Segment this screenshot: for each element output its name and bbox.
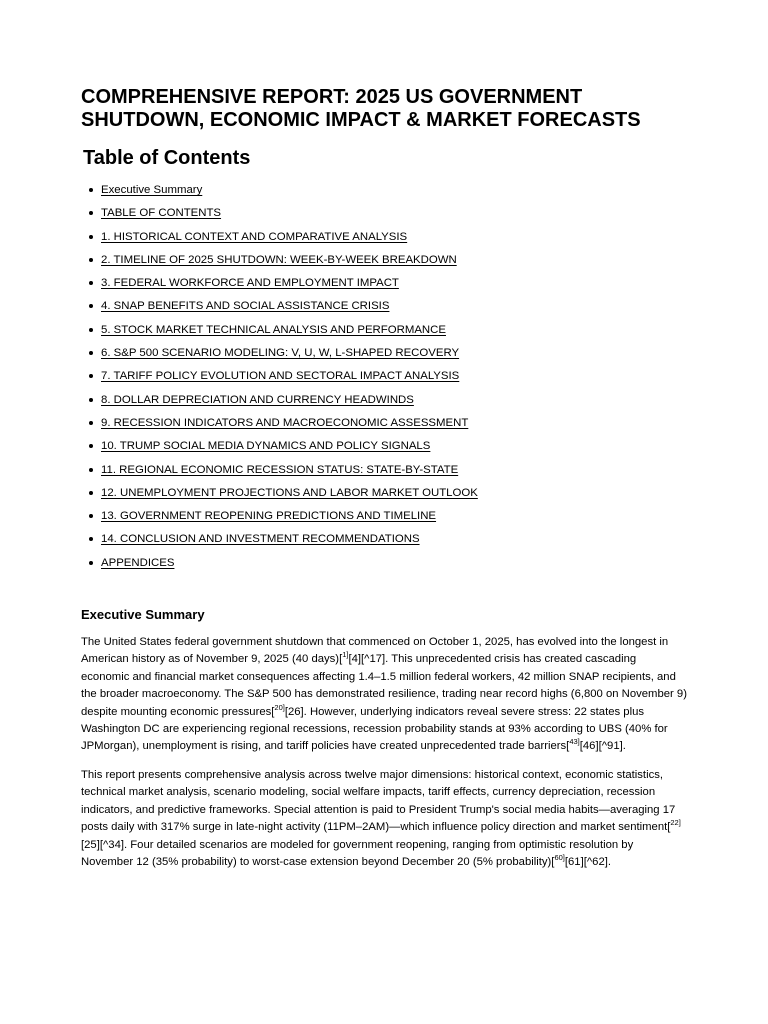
toc-item [81, 229, 687, 252]
bullet-icon [89, 491, 93, 495]
bullet-icon [89, 281, 93, 285]
toc-link-section-14[interactable]: 14. CONCLUSION AND INVESTMENT RECOMMENDATIONS [101, 533, 420, 546]
paragraph-text: [46][^91]. [579, 740, 626, 753]
bullet-icon [89, 188, 93, 192]
toc-item [81, 182, 687, 205]
toc-item [81, 298, 687, 321]
toc-item [81, 462, 687, 485]
paragraph-text: [61][^62]. [564, 855, 612, 868]
toc-link-executive-summary[interactable]: Executive Summary [101, 184, 203, 196]
toc-link-section-13[interactable]: 13. GOVERNMENT REOPENING PREDICTIONS AND TIMELINE [101, 510, 437, 523]
toc-item [81, 252, 687, 275]
citation-superscript: 22] [670, 818, 681, 828]
toc-link-section-11[interactable]: 11. REGIONAL ECONOMIC RECESSION STATUS: STATE-BY-STATE [101, 463, 459, 476]
executive-summary-paragraph-2 [81, 767, 687, 871]
toc-link-appendices[interactable]: APPENDICES [101, 556, 175, 569]
toc-heading: Table of Contents [83, 147, 251, 169]
toc-link-section-12[interactable]: 12. UNEMPLOYMENT PROJECTIONS AND LABOR MARKET OUTLOOK [101, 486, 478, 499]
bullet-icon [89, 514, 93, 518]
toc-item [81, 531, 687, 554]
document-title: COMPREHENSIVE REPORT: 2025 US GOVERNMENT SHUTDOWN, ECONOMIC IMPACT & MARKET FORECASTS [81, 86, 641, 131]
toc-item [81, 322, 687, 345]
citation-superscript: 43] [569, 737, 580, 747]
toc-link-section-6[interactable]: 6. S&P 500 SCENARIO MODELING: V, U, W, L-SHAPED RECOVERY [101, 347, 460, 360]
table-of-contents [81, 182, 687, 578]
executive-summary-paragraph-1 [81, 634, 687, 756]
paragraph-text: The United States federal government shutdown that commenced on October 1, 2025, has evolved into the longest in American history as of November 9, 2025 (40 days)[ [81, 636, 669, 666]
bullet-icon [89, 537, 93, 541]
toc-item [81, 555, 687, 578]
toc-link-section-3[interactable]: 3. FEDERAL WORKFORCE AND EMPLOYMENT IMPACT [101, 277, 399, 290]
bullet-icon [89, 235, 93, 239]
toc-item [81, 415, 687, 438]
toc-item [81, 275, 687, 298]
bullet-icon [89, 304, 93, 308]
bullet-icon [89, 468, 93, 472]
toc-link-section-1[interactable]: 1. HISTORICAL CONTEXT AND COMPARATIVE ANALYSIS [101, 230, 408, 243]
bullet-icon [89, 444, 93, 448]
toc-item [81, 205, 687, 228]
toc-item [81, 345, 687, 368]
bullet-icon [89, 351, 93, 355]
toc-item [81, 485, 687, 508]
citation-superscript: 20] [274, 702, 285, 712]
toc-link-section-10[interactable]: 10. TRUMP SOCIAL MEDIA DYNAMICS AND POLICY SIGNALS [101, 440, 431, 453]
toc-link-section-4[interactable]: 4. SNAP BENEFITS AND SOCIAL ASSISTANCE CRISIS [101, 300, 390, 313]
paragraph-text: [26]. However, underlying indicators reveal severe stress: 22 states plus Washington DC are experiencing regional recessions, recession probability stands at 93% according to UBS (40% for JPMorgan), unemployment is rising, and tariff policies have created unprecedented trade barriers[ [81, 705, 668, 753]
toc-item [81, 368, 687, 391]
toc-item [81, 508, 687, 531]
toc-link-section-5[interactable]: 5. STOCK MARKET TECHNICAL ANALYSIS AND PERFORMANCE [101, 323, 446, 336]
toc-link-table-of-contents[interactable]: TABLE OF CONTENTS [101, 207, 222, 220]
toc-link-section-8[interactable]: 8. DOLLAR DEPRECIATION AND CURRENCY HEADWINDS [101, 393, 414, 406]
toc-item [81, 392, 687, 415]
executive-summary-heading: Executive Summary [81, 607, 205, 623]
citation-superscript: 1] [342, 650, 349, 660]
bullet-icon [89, 421, 93, 425]
toc-item [81, 438, 687, 461]
bullet-icon [89, 328, 93, 332]
bullet-icon [89, 258, 93, 262]
toc-link-section-9[interactable]: 9. RECESSION INDICATORS AND MACROECONOMIC ASSESSMENT [101, 416, 469, 429]
paragraph-text: This report presents comprehensive analysis across twelve major dimensions: historical context, economic statistics, technical market analysis, scenario modeling, social welfare impacts, tariff effects, currency depreciation, recession indicators, and predictive frameworks. Special attention is paid to President Trump's social media habits—averaging 17 posts daily with 317% surge in late-night activity (11PM–2AM)—which influence policy direction and market sentiment[ [81, 768, 676, 834]
paragraph-text: [4][^17]. This unprecedented crisis has created cascading economic and financial market consequences affecting 1.4–1.5 million federal workers, 42 million SNAP recipients, and the broader macroeconomy. The S&P 500 has demonstrated resilience, trading near record highs (6,800 on November 9) despite mounting economic pressures[ [81, 653, 687, 718]
bullet-icon [89, 374, 93, 378]
bullet-icon [89, 561, 93, 565]
bullet-icon [89, 211, 93, 215]
toc-link-section-2[interactable]: 2. TIMELINE OF 2025 SHUTDOWN: WEEK-BY-WEEK BREAKDOWN [101, 253, 457, 266]
bullet-icon [89, 398, 93, 402]
citation-superscript: 60] [554, 853, 565, 863]
toc-link-section-7[interactable]: 7. TARIFF POLICY EVOLUTION AND SECTORAL IMPACT ANALYSIS [101, 370, 460, 383]
paragraph-text: [25][^34]. Four detailed scenarios are modeled for government reopening, ranging from optimistic resolution by November 12 (35% probability) to worst-case extension beyond December 20 (5% probability)[ [81, 838, 634, 868]
